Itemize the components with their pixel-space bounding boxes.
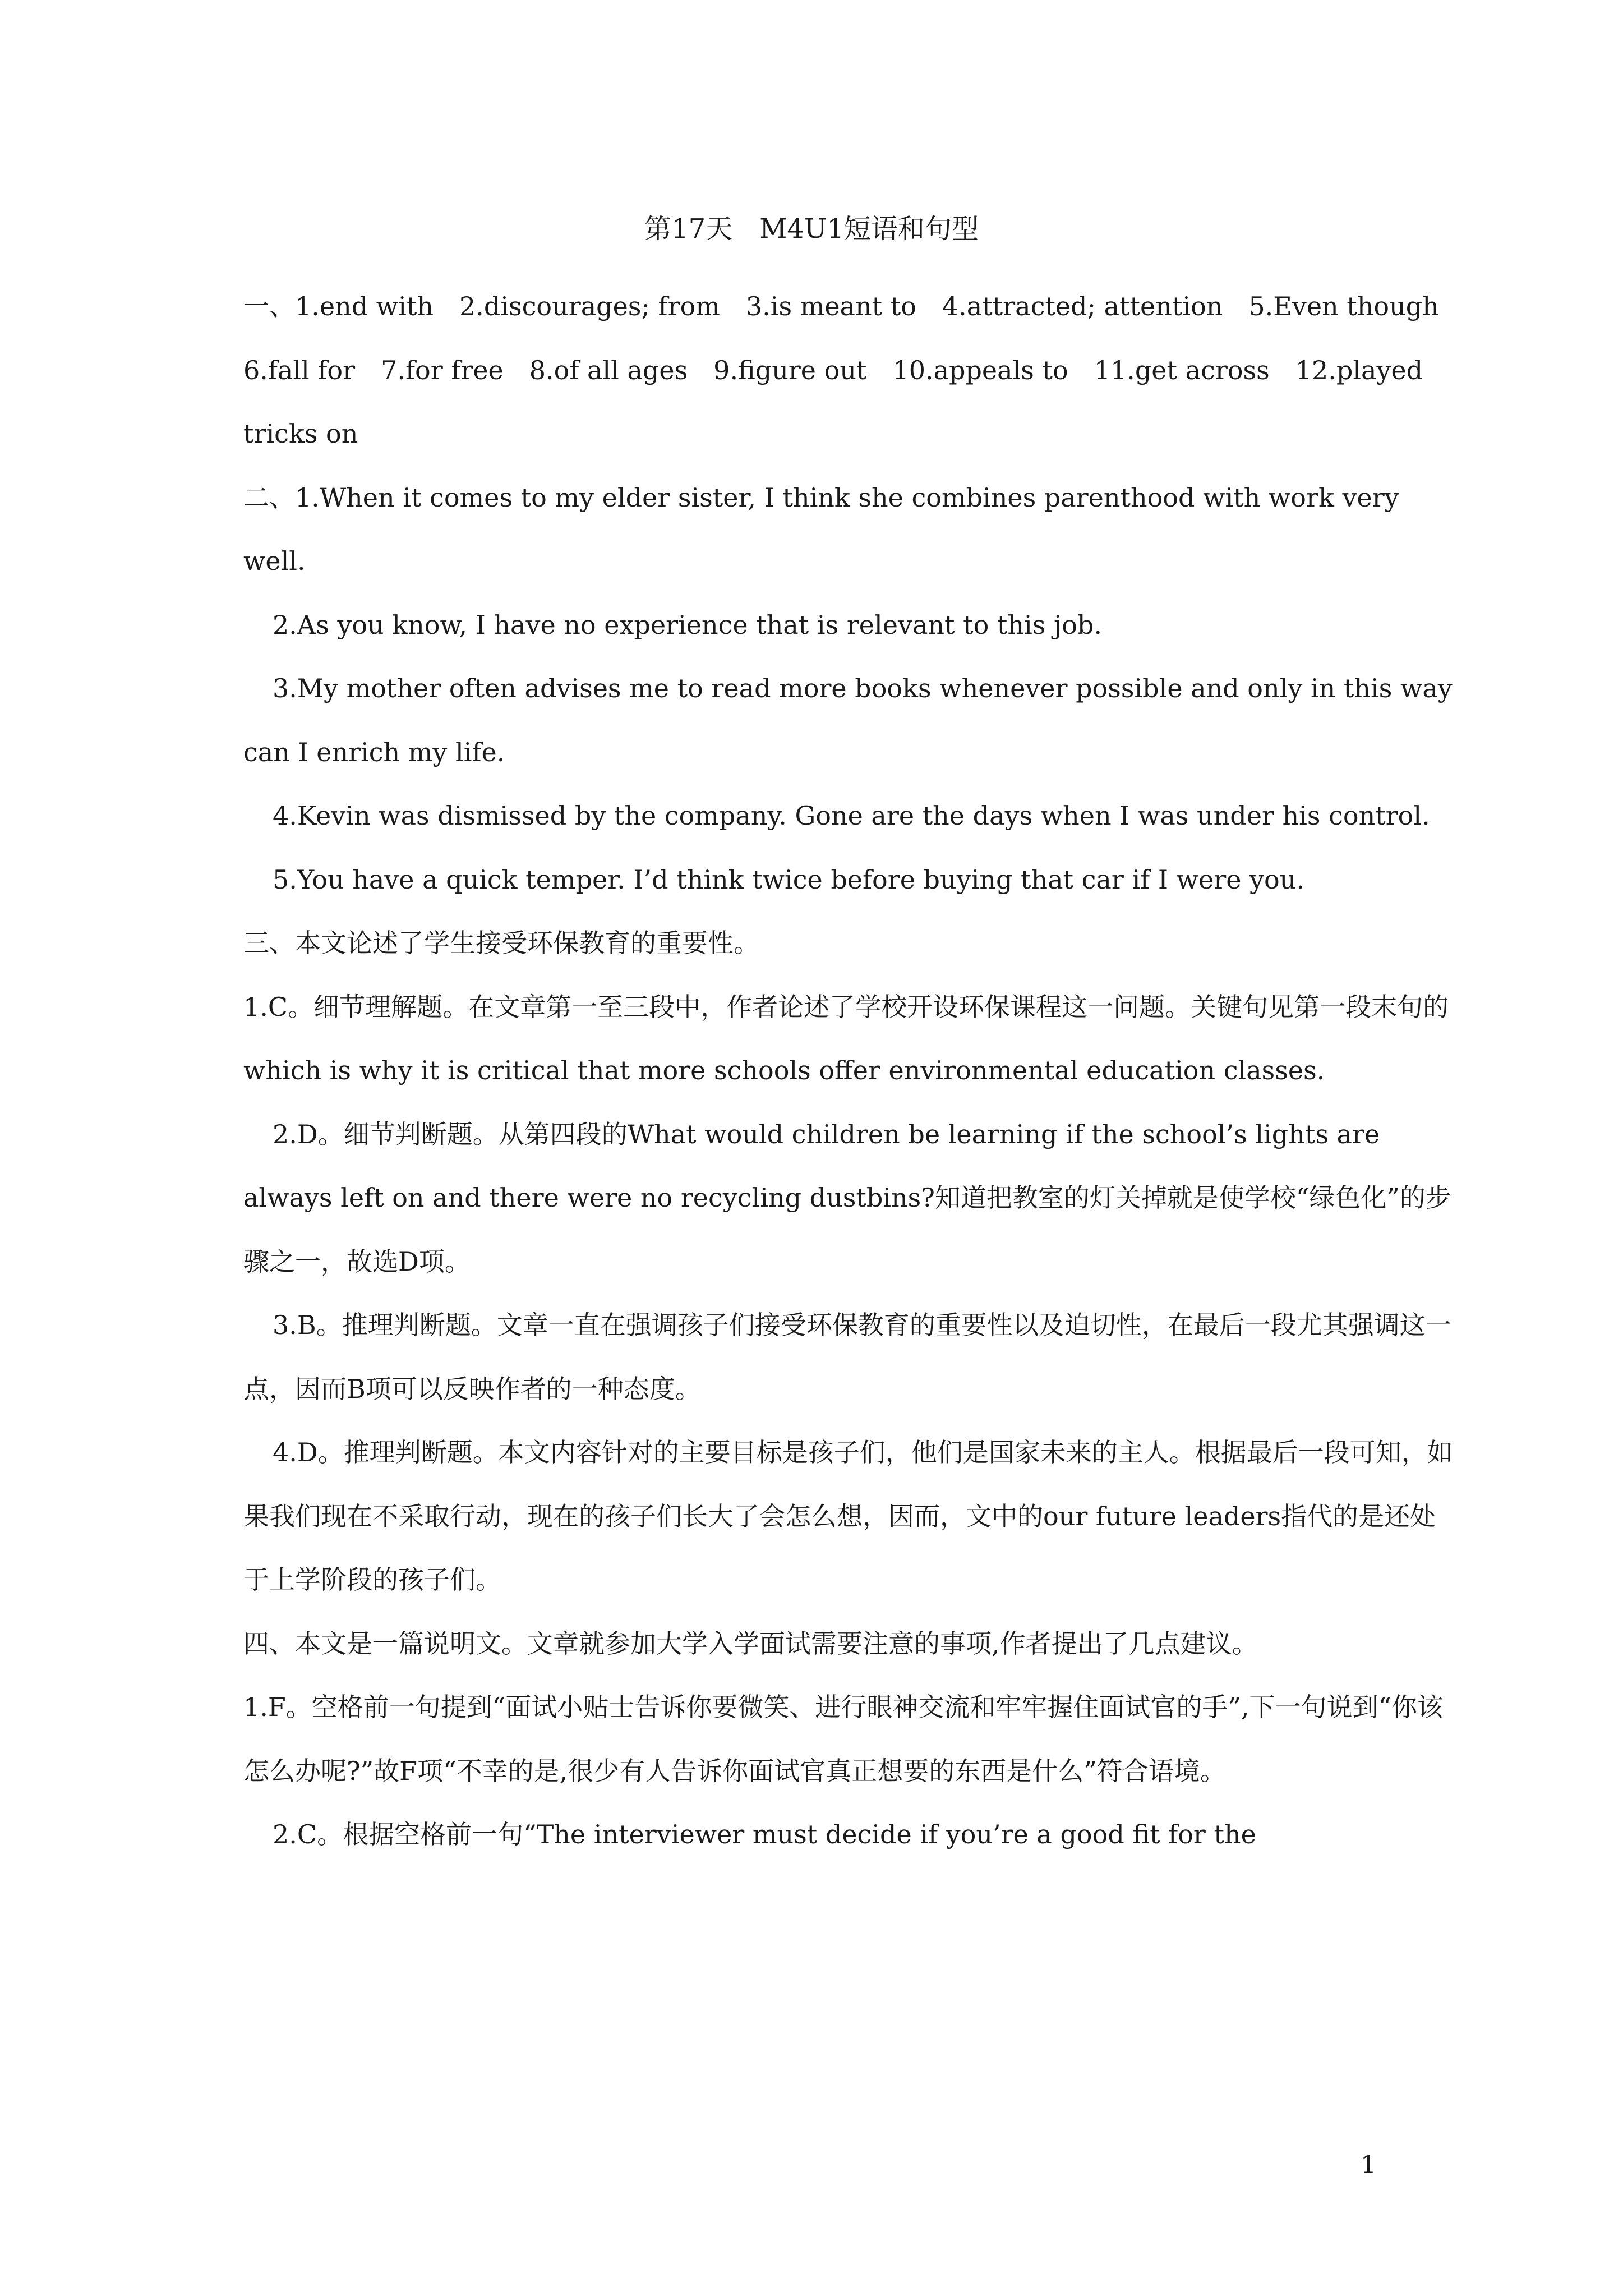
paragraph-section-3-item-1: 1.C。细节理解题。在文章第一至三段中，作者论述了学校开设环保课程这一问题。关键句见第一段末句的which is why it is critical that more schools offer environmental education classes. — [243, 991, 1449, 1085]
paragraph-section-4-item-1: 1.F。空格前一句提到“面试小贴士告诉你要微笑、进行眼神交流和牢牢握住面试官的手”,下一句说到“你该怎么办呢?”故F项“不幸的是,很少有人告诉你面试官真正想要的东西是什么”符合语境。 — [243, 1692, 1443, 1786]
answer-body — [243, 275, 1465, 1867]
paragraph-section-2-item-1: 二、1.When it comes to my elder sister, I think she combines parenthood with work very well. — [243, 482, 1399, 576]
page-number: 1 — [1361, 2151, 1376, 2179]
paragraph-section-2-item-3: 3.My mother often advises me to read more books whenever possible and only in this way can I enrich my life. — [243, 673, 1453, 767]
paragraph-section-2-item-4: 4.Kevin was dismissed by the company. Gone are the days when I was under his control. — [273, 800, 1430, 831]
paragraph-section-1-phrases: 一、1.end with 2.discourages; from 3.is meant to 4.attracted; attention 5.Even though 6.fall for 7.for free 8.of all ages 9.figure out 10.appeals to 11.get across 12.played tricks on — [243, 291, 1465, 449]
paragraph-section-3-item-4: 4.D。推理判断题。本文内容针对的主要目标是孩子们，他们是国家未来的主人。根据最后一段可知，如果我们现在不采取行动，现在的孩子们长大了会怎么想，因而，文中的our future leaders指代的是还处于上学阶段的孩子们。 — [243, 1437, 1453, 1595]
paragraph-section-3-item-2: 2.D。细节判断题。从第四段的What would children be learning if the school’s lights are always left on and there were no recycling dustbins?知道把教室的灯关掉就是使学校“绿色化”的步骤之一，故选D项。 — [243, 1119, 1451, 1277]
paragraph-section-4-item-2: 2.C。根据空格前一句“The interviewer must decide if you’re a good fit for the — [273, 1819, 1256, 1849]
page-title: 第17天 M4U1短语和句型 — [644, 213, 979, 245]
paragraph-section-3-intro: 三、本文论述了学生接受环保教育的重要性。 — [243, 928, 759, 958]
paragraph-section-3-item-3: 3.B。推理判断题。文章一直在强调孩子们接受环保教育的重要性以及迫切性，在最后一段尤其强调这一点，因而B项可以反映作者的一种态度。 — [243, 1310, 1451, 1404]
paragraph-section-2-item-2: 2.As you know, I have no experience that is relevant to this job. — [273, 609, 1102, 640]
paragraph-section-4-intro: 四、本文是一篇说明文。文章就参加大学入学面试需要注意的事项,作者提出了几点建议。 — [243, 1628, 1258, 1659]
paragraph-section-2-item-5: 5.You have a quick temper. I’d think twice before buying that car if I were you. — [273, 864, 1304, 895]
